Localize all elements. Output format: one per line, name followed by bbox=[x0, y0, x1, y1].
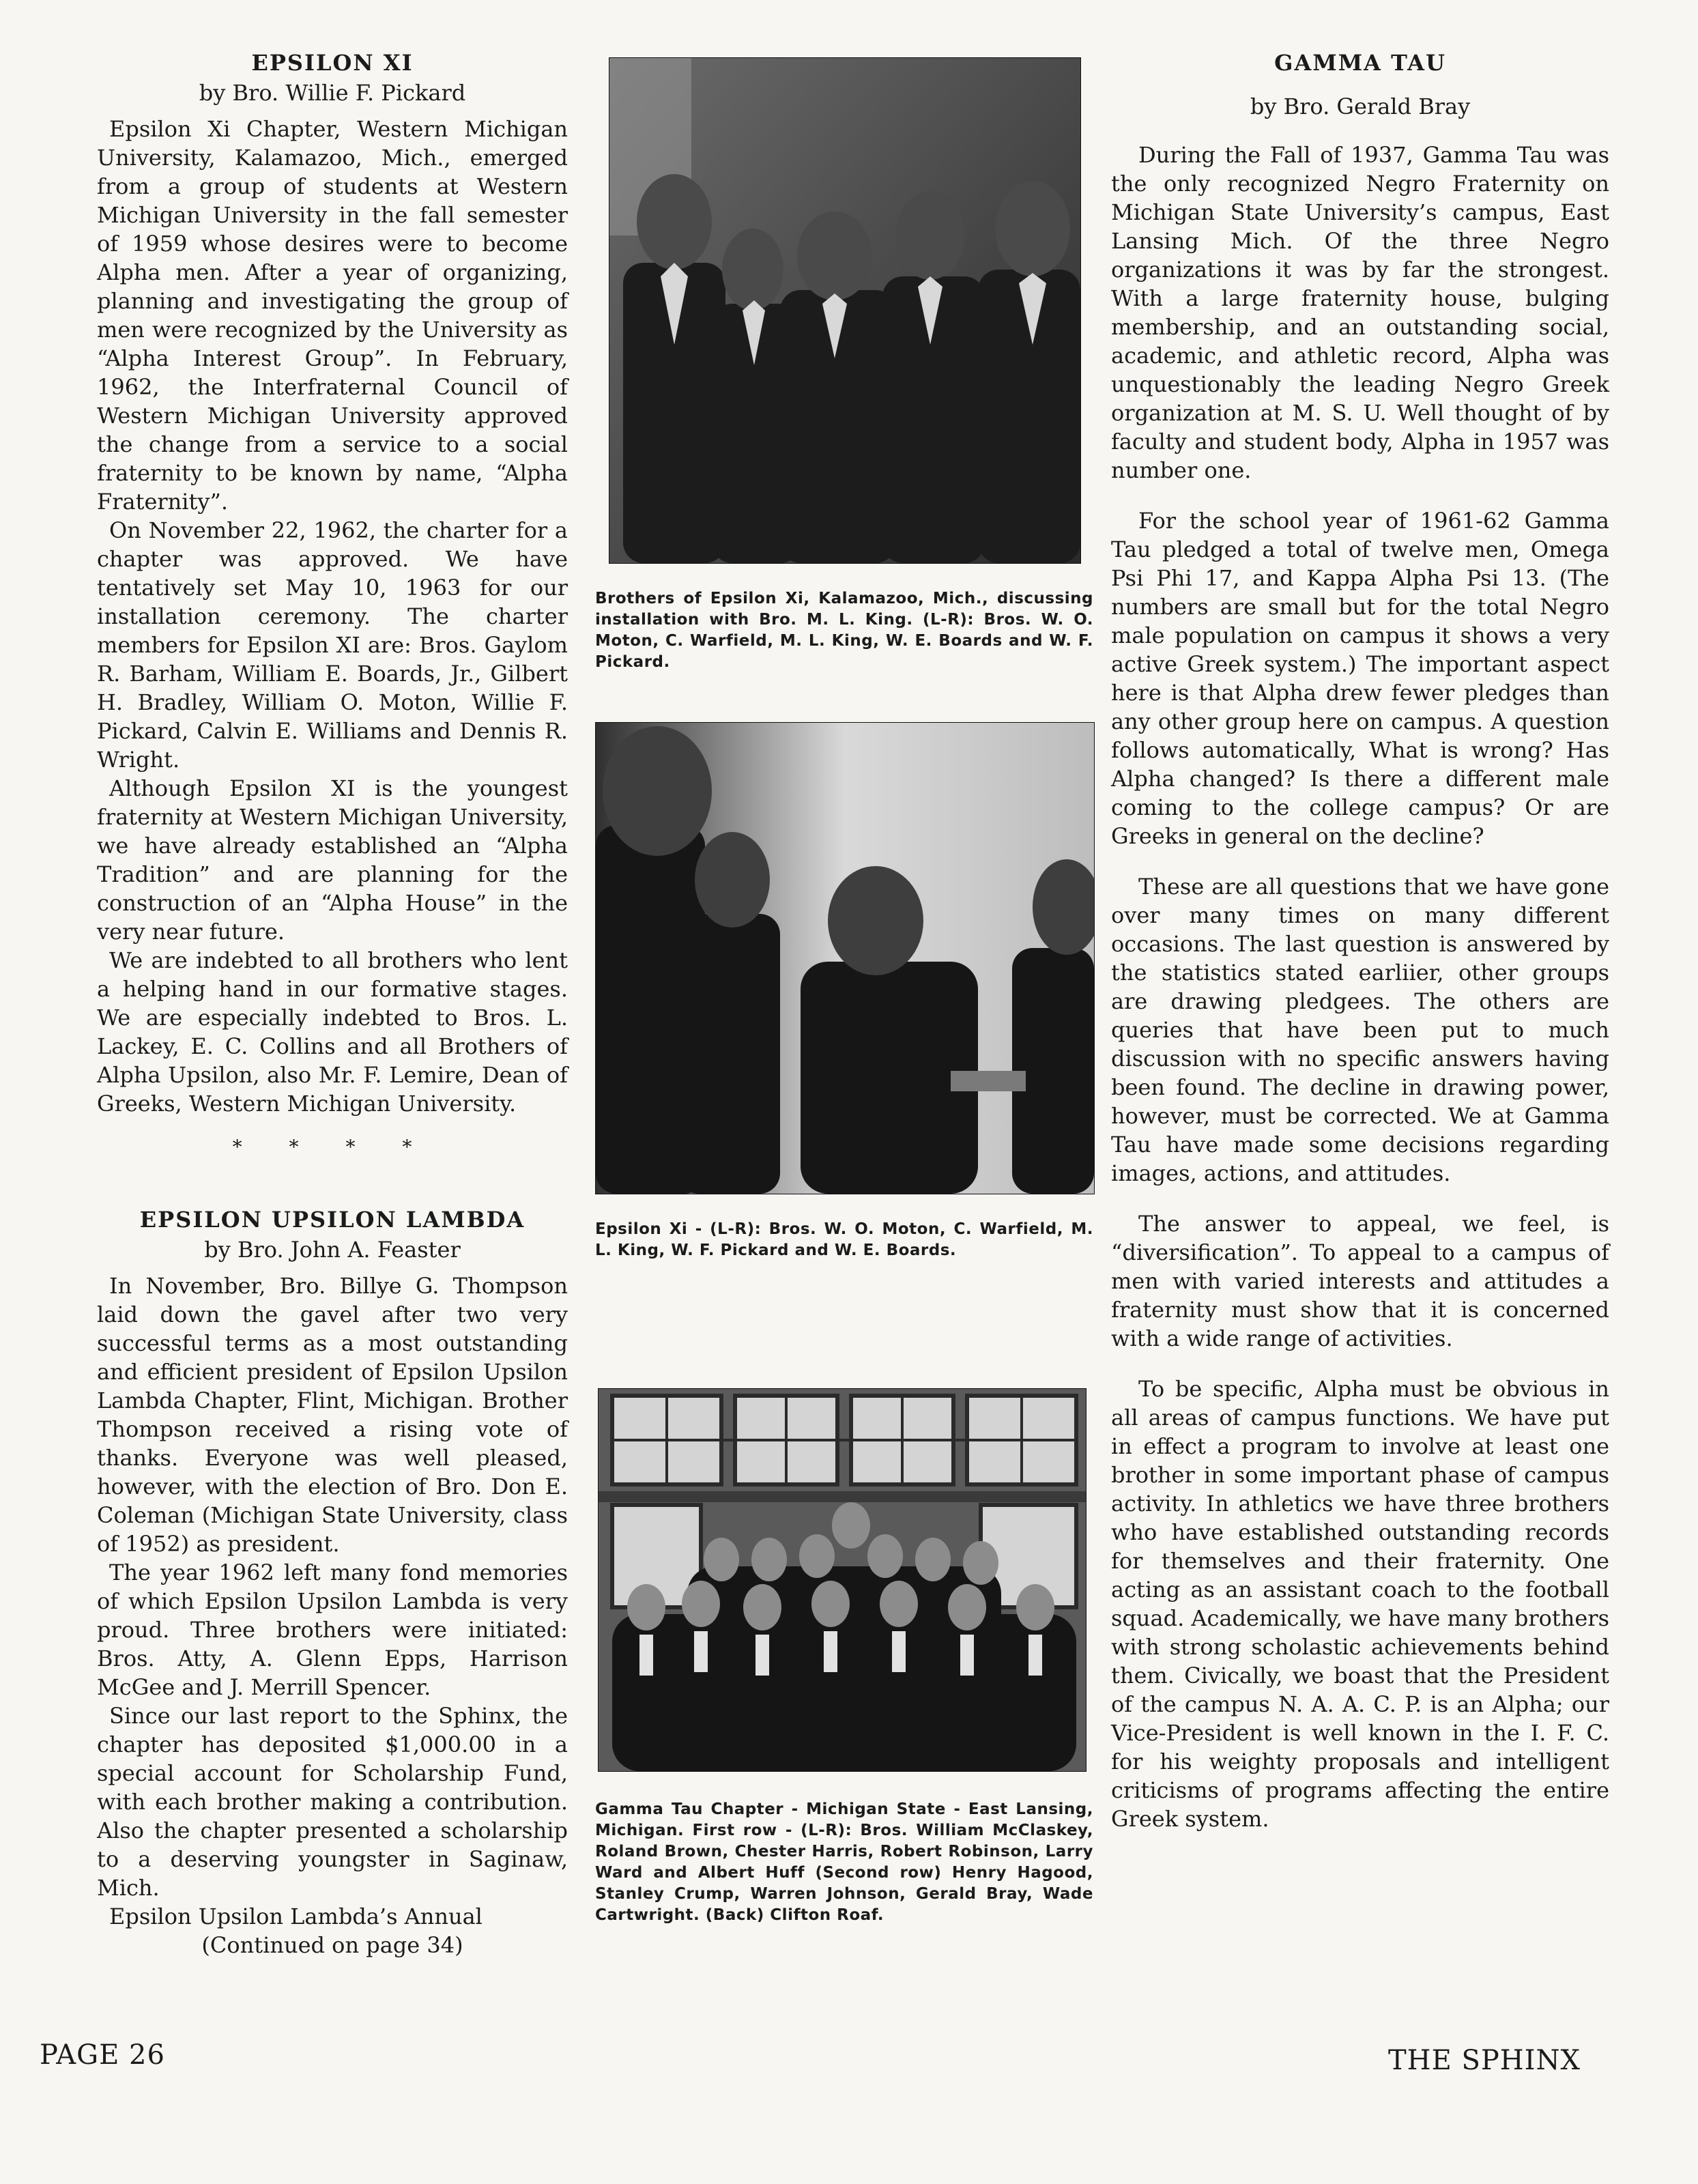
epsilon-xi-paragraph: On November 22, 1962, the charter for a chapter was approved. We have tentatively set May 10, 1963 for our installation ceremony. The charter members for Epsilon XI are: Bros. Gaylom R. Barham, William E. Boards, Jr., Gilbert H. Bradley, William O. Moton, Willie F. Pickard, Calvin E. Williams and Dennis R. Wright. bbox=[97, 517, 568, 773]
eul-paragraph: The year 1962 left many fond memories of which Epsilon Upsilon Lambda is very proud. Three brothers were initiated: Bros. Atty, A. Glenn Epps, Harrison McGee and J. Merrill Spencer. bbox=[97, 1560, 568, 1700]
gamma-tau-paragraph: These are all questions that we have gone over many times on many different occasions. The last question is answered by the statistics stated earliier, other groups are drawing pledgees. The others are queries that have been put to much discussion with no specific answers having been found. The decline in drawing power, however, must be corrected. We at Gamma Tau have made some decisions regarding images, actions, and attitudes. bbox=[1111, 874, 1609, 1186]
epsilon-xi-paragraph: Although Epsilon XI is the youngest fraternity at Western Michigan University, we have already established an “Alpha Tradition” and are planning for the construction of an “Alpha House” in the very near future. bbox=[97, 775, 568, 945]
right-column bbox=[1111, 48, 1609, 1855]
epsilon-xi-heading: EPSILON XI bbox=[251, 50, 414, 76]
photo-2-illustration bbox=[596, 723, 1094, 1194]
eul-paragraph: Epsilon Upsilon Lambda’s Annual bbox=[109, 1903, 483, 1929]
eul-byline: by Bro. John A. Feaster bbox=[204, 1237, 461, 1263]
publication-name: THE SPHINX bbox=[1388, 2045, 1581, 2076]
eul-paragraph: In November, Bro. Billye G. Thompson laid down the gavel after two very successful terms as a most outstanding and efficient president of Epsilon Upsilon Lambda Chapter, Flint, Michigan. Brother Thompson received a rising vote of thanks. Everyone was well pleased, however, with the election of Bro. Don E. Coleman (Michigan State University, class of 1952) as president. bbox=[97, 1273, 568, 1557]
gamma-tau-heading: GAMMA TAU bbox=[1274, 50, 1446, 76]
section-separator: * * * * bbox=[232, 1136, 433, 1158]
caption-photo-1: Brothers of Epsilon Xi, Kalamazoo, Mich., discussing installation with Bro. M. L. King. (L-R): Bros. W. O. Moton, C. Warfield, M. L. King, W. E. Boards and W. F. Pickard. bbox=[595, 590, 1093, 671]
photo-1-illustration bbox=[609, 58, 1080, 563]
gamma-tau-paragraph: During the Fall of 1937, Gamma Tau was the only recognized Negro Fraternity on Michigan State University’s campus, East Lansing Mich. Of the three Negro organizations it was by far the strongest. With a large fraternity house, bulging membership, and an outstanding social, academic, and athletic record, Alpha was unquestionably the leading Negro Greek organization at M. S. U. Well thought of by faculty and student body, Alpha in 1957 was number one. bbox=[1111, 142, 1609, 483]
caption-photo-3: Gamma Tau Chapter - Michigan State - East Lansing, Michigan. First row - (L-R): Bros. William McClaskey, Roland Brown, Chester Harris, Robert Robinson, Larry Ward and Albert Huff (Second row) Henry Hagood, Stanley Crump, Warren Johnson, Gerald Bray, Wade Cartwright. (Back) Clifton Roaf. bbox=[595, 1800, 1093, 1924]
eul-paragraph: Since our last report to the Sphinx, the chapter has deposited $1,000.00 in a special account for Scholarship Fund, with each brother making a contribution. Also the chapter presented a scholarship to a deserving youngster in Saginaw, Mich. bbox=[97, 1703, 568, 1901]
epsilon-xi-paragraph: Epsilon Xi Chapter, Western Michigan University, Kalamazoo, Mich., emerged from a group of students at Western Michigan University in the fall semester of 1959 whose desires were to become Alpha men. After a year of organizing, planning and investigating the group of men were recognized by the University as “Alpha Interest Group”. In February, 1962, the Interfraternal Council of Western Michigan University approved the change from a service to a social fraternity to be known by name, “Alpha Fraternity”. bbox=[97, 116, 568, 515]
photo-epsilon-xi-group bbox=[609, 57, 1081, 564]
caption-photo-2: Epsilon Xi - (L-R): Bros. W. O. Moton, C. Warfield, M. L. King, W. F. Pickard and W. E. Boards. bbox=[595, 1220, 1093, 1259]
gamma-tau-byline: by Bro. Gerald Bray bbox=[1250, 94, 1471, 119]
gamma-tau-paragraph: The answer to appeal, we feel, is “diversification”. To appeal to a campus of men with varied interests and attitudes a fraternity must show that it is concerned with a wide range of activities. bbox=[1111, 1211, 1609, 1351]
middle-column bbox=[595, 48, 1093, 1926]
epsilon-xi-paragraph: We are indebted to all brothers who lent a helping hand in our formative stages. We are especially indebted to Bros. L. Lackey, E. C. Collins and all Brothers of Alpha Upsilon, also Mr. F. Lemire, Dean of Greeks, Western Michigan University. bbox=[97, 947, 568, 1117]
photo-gamma-tau-chapter bbox=[598, 1388, 1087, 1772]
continued-note: (Continued on page 34) bbox=[201, 1932, 463, 1958]
photo-epsilon-xi-king bbox=[595, 722, 1095, 1194]
gamma-tau-paragraph: To be specific, Alpha must be obvious in all areas of campus functions. We have put in effect a program to involve at least one brother in some important phase of campus activity. In athletics we have three brothers who have established outstanding records for themselves and their fraternity. One acting as an assistant coach to the football squad. Academically, we have many brothers with strong scholastic achievements behind them. Civically, we boast that the President of the campus N. A. A. C. P. is an Alpha; our Vice-President is well known in the I. F. C. for his weighty proposals and intelligent criticisms of programs affecting the entire Greek system. bbox=[1111, 1376, 1609, 1832]
epsilon-xi-byline: by Bro. Willie F. Pickard bbox=[199, 80, 466, 106]
eul-heading: EPSILON UPSILON LAMBDA bbox=[139, 1207, 526, 1233]
photo-3-illustration bbox=[599, 1389, 1086, 1771]
left-column bbox=[97, 48, 568, 1959]
page-number: PAGE 26 bbox=[40, 2039, 165, 2071]
gamma-tau-paragraph: For the school year of 1961-62 Gamma Tau pledged a total of twelve men, Omega Psi Phi 17, and Kappa Alpha Psi 13. (The numbers are small but for the total Negro male population on campus it shows a very active Greek system.) The important aspect here is that Alpha drew fewer pledges than any other group here on campus. A question follows automatically, What is wrong? Has Alpha changed? Is there a different male coming to the college campus? Or are Greeks in general on the decline? bbox=[1111, 508, 1609, 849]
